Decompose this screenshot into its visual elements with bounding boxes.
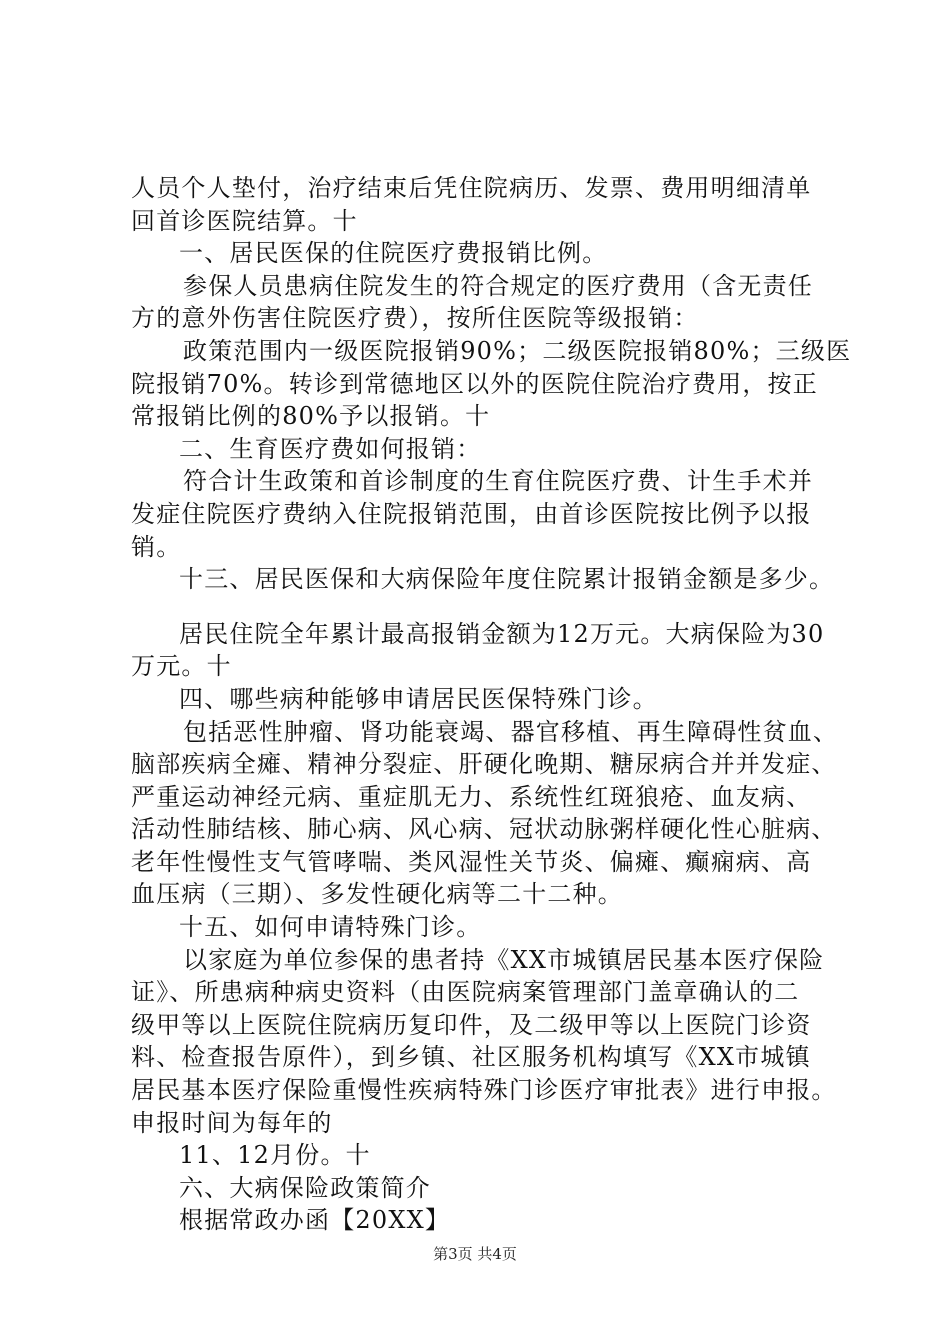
text-line: 二、生育医疗费如何报销： (179, 434, 482, 463)
text-line: 发症住院医疗费纳入住院报销范围，由首诊医院按比例予以报 (131, 499, 812, 528)
text-line: 参保人员患病住院发生的符合规定的医疗费用（含无责任 (183, 271, 813, 300)
document-body (131, 172, 851, 1237)
text-line: 证》、所患病种病史资料（由医院病案管理部门盖章确认的二 (131, 978, 800, 1007)
text-line: 院报销70%。转诊到常德地区以外的医院住院治疗费用，按正 (131, 369, 818, 398)
text-line: 四、哪些病种能够申请居民医保特殊门诊。 (179, 684, 658, 713)
text-line: 居民住院全年累计最高报销金额为12万元。大病保险为30 (179, 619, 825, 648)
text-line: 活动性肺结核、肺心病、风心病、冠状动脉粥样硬化性心脏病、 (131, 815, 837, 844)
text-line: 级甲等以上医院住院病历复印件，及二级甲等以上医院门诊资 (131, 1010, 812, 1039)
text-line: 申报时间为每年的 (131, 1108, 333, 1137)
text-line: 老年性慢性支气管哮喘、类风湿性关节炎、偏瘫、癫痫病、高 (131, 847, 812, 876)
text-line: 包括恶性肿瘤、肾功能衰竭、器官移植、再生障碍性贫血、 (183, 717, 839, 746)
text-line: 销。 (131, 532, 182, 561)
text-line: 居民基本医疗保险重慢性疾病特殊门诊医疗审批表》进行申报。 (131, 1076, 837, 1105)
text-line: 严重运动神经元病、重症肌无力、系统性红斑狼疮、血友病、 (131, 782, 812, 811)
text-line: 回首诊医院结算。十 (131, 206, 358, 235)
text-line: 方的意外伤害住院医疗费），按所住医院等级报销： (131, 304, 699, 333)
text-line: 以家庭为单位参保的患者持《XX市城镇居民基本医疗保险 (183, 945, 825, 974)
text-line: 常报销比例的80%予以报销。十 (131, 402, 491, 431)
text-line: 一、居民医保的住院医疗费报销比例。 (179, 239, 608, 268)
text-line: 六、大病保险政策简介 (179, 1173, 431, 1202)
text-line: 根据常政办函【20XX】 (179, 1206, 451, 1235)
text-line: 血压病（三期）、多发性硬化病等二十二种。 (131, 880, 623, 909)
text-line: 十三、居民医保和大病保险年度住院累计报销金额是多少。 (179, 565, 835, 594)
text-line: 11、12月份。十 (179, 1141, 371, 1170)
text-line: 脑部疾病全瘫、精神分裂症、肝硬化晚期、糖尿病合并并发症、 (131, 750, 837, 779)
text-line: 符合计生政策和首诊制度的生育住院医疗费、计生手术并 (183, 467, 813, 496)
text-line: 十五、如何申请特殊门诊。 (179, 913, 482, 942)
text-line: 政策范围内一级医院报销90%；二级医院报销80%；三级医 (183, 336, 852, 365)
text-line: 万元。十 (131, 652, 232, 681)
text-line: 人员个人垫付，治疗结束后凭住院病历、发票、费用明细清单 (131, 174, 812, 202)
page-footer: 第3页 共4页 (433, 1245, 517, 1263)
text-line: 料、检查报告原件），到乡镇、社区服务机构填写《XX市城镇 (131, 1043, 811, 1072)
